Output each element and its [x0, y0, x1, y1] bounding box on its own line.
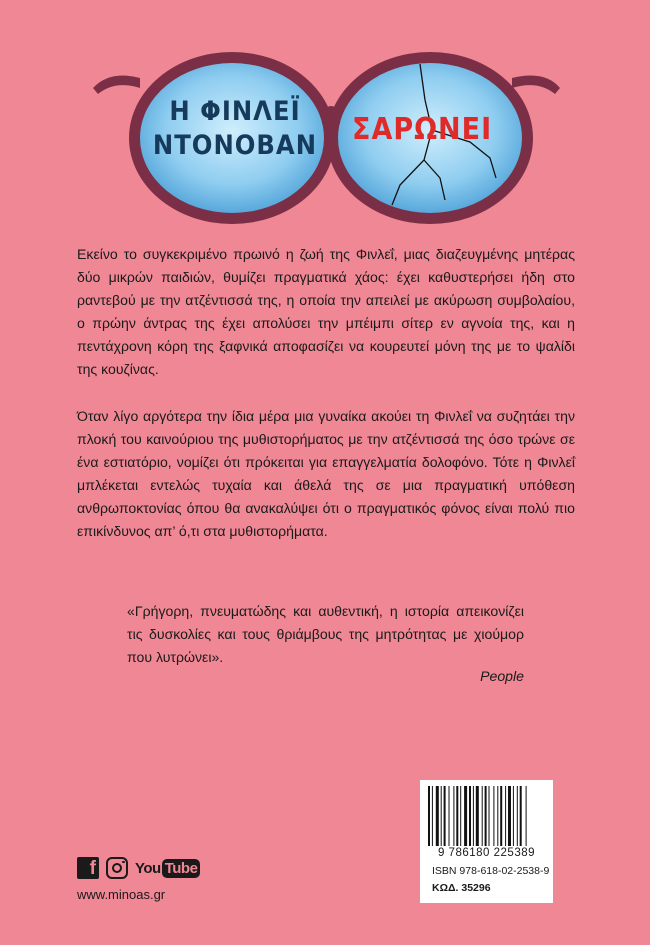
isbn-label: ISBN 978-618-02-2538-9 [432, 865, 550, 877]
product-code: ΚΩΔ. 35296 [432, 882, 491, 894]
left-temple-arm [93, 76, 140, 94]
blurb-paragraph-1: Εκείνο το συγκεκριμένο πρωινό η ζωή της Φινλεΐ, μιας διαζευγμένης μητέρας δύο μικρών παιδιών, θυμίζει πραγματικά χάος: έχει καθυστερήσει ήδη στο ραντεβού με την ατζέντισσά της, η οποία την απειλεί με ακύρωση συμβολαίου, ο πρώην άντρας της έχει απολύσει την μπέιμπι σίτερ εν αγνοία της, και η πεντάχρονη κόρη της ξαφνικά αποφασίζει να κουρευτεί μόνη της με το ψαλίδι της κουζίνας. [77, 246, 575, 377]
blurb-paragraph-2: Όταν λίγο αργότερα την ίδια μέρα μια γυναίκα ακούει τη Φινλεΐ να συζητάει την πλοκή του καινούριου της μυθιστορήματος με την ατζέντισσά της όσο τρώνε σε ένα εστιατόριο, νομίζει ότι πρόκειται για επαγγελματία δολοφόνο. Τότε η Φινλεΐ μπλέκεται εντελώς τυχαία και άθελά της σε μια πραγματική υπόθεση ανθρωποκτονίας όπου θα ανακαλύψει ότι ο πραγματικός φόνος είναι πολύ πιο επικίνδυνος απ’ ό,τι στα μυθιστορήματα. [77, 408, 575, 539]
review-quote: «Γρήγορη, πνευματώδης και αυθεντική, η ιστορία απεικονίζει τις δυσκολίες και τους θριάμβους της μητρότητας με χιούμορ που λυτρώνει». [127, 603, 524, 665]
author-name-line1: Η ΦΙΝΛΕΪ [169, 96, 301, 127]
author-name-line2: ΝΤΟΝΟΒΑΝ [152, 130, 318, 161]
youtube-tube-text: Tube [162, 859, 201, 878]
youtube-icon[interactable] [135, 859, 200, 878]
barcode-icon [428, 786, 545, 846]
facebook-icon[interactable]: f [77, 857, 99, 879]
right-temple-arm [512, 76, 560, 94]
barcode-panel [420, 780, 553, 903]
social-icons [77, 857, 200, 879]
youtube-you-text: You [135, 859, 161, 877]
glasses-illustration [0, 0, 650, 230]
instagram-icon[interactable] [106, 857, 128, 879]
quote-source: People [480, 668, 524, 684]
publisher-website[interactable]: www.minoas.gr [77, 887, 166, 902]
barcode-number: 9 786180 225389 [437, 847, 536, 859]
book-title: ΣΑΡΩΝΕΙ [352, 112, 493, 147]
